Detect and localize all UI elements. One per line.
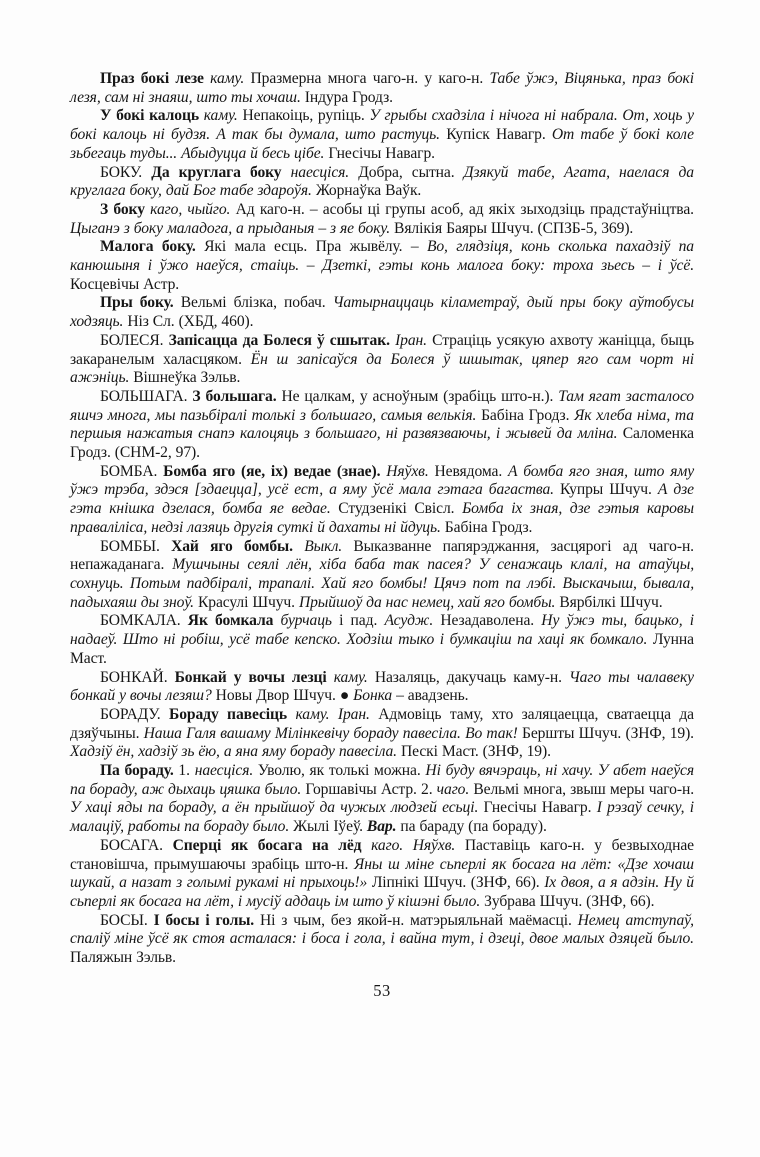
text-segment: Бершты Шчуч. (ЗНФ, 19).	[517, 724, 694, 742]
text-segment: Чатырнаццаць кіламетраў, дый пры боку аўтобусы ходзяць.	[70, 294, 694, 331]
text-segment: А бомба яго зная, што яму ўжэ трэба, здэся [здаецца], усё ест, а яму ўсё мала гэтага багаства.	[70, 462, 695, 499]
text-segment: Цыганэ з боку маладога, а прыданыя – з яе боку.	[70, 219, 391, 237]
text-segment: А дзе гэта кнішка дзелася, бомба яе ведае.	[70, 481, 694, 518]
text-segment: Новы Двор Шчуч. ●	[211, 687, 354, 705]
text-segment: Бомба яго (яе, іх) ведае (знае).	[163, 462, 387, 480]
text-segment: Ён ш запісаўся да Болеся ў шшытак, цяпер яго сам чорт ні ажэніць.	[70, 350, 694, 387]
text-segment: І рэзаў сечку, і малаціў, работы па бораду было.	[70, 799, 694, 836]
text-segment: Вельмі блізка, побач.	[173, 294, 333, 312]
text-segment: наесціся.	[290, 163, 350, 181]
text-segment: Ну ўжэ ты, бацько, і надаеў. Што ні робіш, усё табе кепско. Ходзіш тыко і бумкаціш па хаці як бомкало.	[70, 612, 694, 649]
text-segment: Гнесічы Навагр.	[324, 144, 435, 162]
text-segment: Уволю, як толькі можна.	[253, 762, 426, 780]
text-segment: Добра, сытна.	[349, 163, 464, 181]
text-segment: Бонкай у вочы лезці	[174, 668, 334, 686]
text-segment: Не цалкам, у асноўным (зрабіць што-н.).	[276, 387, 559, 405]
text-segment: Жорнаўка Ваўк.	[311, 182, 422, 200]
paragraph	[70, 538, 694, 613]
paragraph-list	[70, 70, 694, 968]
text-segment: каго. Няўхв.	[371, 836, 456, 854]
paragraph	[70, 294, 694, 331]
text-segment: Як хлеба німа, та першыя нажатыя снапэ калоцяць з большаго, ні развязваючы, і жывей да мліна.	[70, 406, 694, 443]
text-segment: Назаляць, дакучаць каму-н.	[367, 668, 570, 686]
text-segment: Бораду павесіць	[168, 705, 296, 723]
paragraph	[70, 164, 694, 201]
text-segment: Жылі Іўеў.	[289, 818, 367, 836]
paragraph	[70, 669, 694, 706]
text-segment: БОМБЫ.	[100, 537, 172, 555]
text-segment: Як бомкала	[187, 612, 281, 630]
text-segment: З боку	[100, 200, 151, 218]
text-segment: Горшавічы Астр. 2.	[301, 780, 437, 798]
text-segment: Празмерна многа чаго-н. у каго-н.	[244, 70, 490, 87]
text-segment: Няўхв.	[386, 462, 429, 480]
text-segment: –	[299, 257, 323, 275]
text-segment: Вялікія Баяры Шчуч. (СПЗБ-5, 369).	[390, 219, 634, 237]
text-segment: Во, глядзіця, конь сколька пахадзіў па канюшыня і ўжо наеўся, стаіць.	[70, 238, 694, 275]
text-segment: Бабіна Гродз.	[476, 406, 575, 424]
text-segment: Бомба іх зная, дзе гэтыя каровы праваліліса, недзі лазяць другія суткі й дахаты ні йдуць.	[70, 500, 694, 536]
text-segment: Да круглага боку	[151, 163, 291, 181]
text-segment: Страціць усякую ахвоту жаніцца, быць закаранелым халасцяком.	[70, 331, 695, 368]
text-segment: Хай яго бомбы.	[171, 537, 305, 555]
text-segment: Гнесічы Навагр.	[478, 799, 597, 817]
text-segment: Зубрава Шчуч. (ЗНФ, 66).	[480, 892, 655, 910]
text-segment: Ні з чым, без якой-н. матэрыяльнай маёмасці.	[254, 911, 578, 929]
text-segment: Паставіць каго-н. у безвыходнае становішча, прымушаючы зрабіць што-н.	[70, 836, 694, 873]
text-segment: Красулі Шчуч.	[193, 593, 299, 611]
paragraph	[70, 762, 694, 837]
text-segment: Малога боку.	[100, 238, 196, 256]
paragraph	[70, 70, 694, 107]
paragraph	[70, 463, 694, 538]
text-segment: Ніз Сл. (ХБД, 460).	[123, 313, 254, 331]
text-segment: Бабіна Гродз.	[440, 518, 533, 536]
text-segment: Косцевічы Астр.	[70, 275, 180, 293]
text-segment: Саломенка Гродз. (СНМ-2, 97).	[70, 425, 694, 462]
text-segment: Вішнеўка Зэльв.	[129, 369, 241, 387]
text-segment: Студзенікі Свісл.	[330, 500, 463, 518]
text-segment: Вельмі многа, звыш меры чаго-н.	[469, 780, 695, 798]
text-segment: БОКУ.	[100, 163, 152, 181]
text-segment: Лунна Маст.	[70, 631, 694, 667]
text-segment: каго, чыйго.	[150, 200, 231, 218]
text-segment: чаго.	[436, 780, 470, 798]
text-segment: У бокі калоць	[100, 107, 204, 125]
text-segment: Адмовіць таму, хто заляцаецца, сватаецца да дзяўчыны.	[70, 705, 694, 742]
text-segment: Ні буду вячэраць, ні хачу. У абет наеўся па бораду, аж дыхаць цяшка было.	[70, 762, 694, 798]
text-segment: У хаці яды па бораду, а ён прыйшоў да чужых людзей есьці.	[70, 799, 479, 817]
text-segment: БОМКАЛА.	[100, 612, 188, 630]
text-segment: БОСАГА.	[100, 836, 173, 854]
text-segment: БОЛЬШАГА.	[100, 387, 193, 405]
text-segment: І босы і голы.	[153, 911, 255, 929]
text-segment: БОЛЕСЯ.	[100, 331, 169, 349]
text-segment: Асудж.	[384, 612, 434, 630]
text-segment: Дзеткі, гэты конь малога боку: троха зьесь – і ўсё.	[322, 257, 694, 275]
text-segment: 1.	[173, 762, 195, 780]
text-segment: Запісацца да Болеся ў сшытак.	[168, 331, 396, 349]
text-segment: З большага.	[192, 387, 277, 405]
paragraph	[70, 706, 694, 762]
paragraph	[70, 612, 694, 668]
text-segment: Там ягат засталосо яшчэ многа, мы пазьбіралі толькі з большаго, самыя велькія.	[70, 387, 694, 424]
text-segment: каму. Іран.	[295, 705, 370, 723]
text-segment: Праз бокі лезе	[100, 70, 211, 87]
page-number: 53	[373, 980, 391, 1000]
text-segment: Немец атступаў, спаліў міне ўсё як стоя асталася: і боса і гола, і вайна тут, і дзеці, двое малых дзяцей было.	[70, 911, 694, 948]
text-segment: Па бораду.	[100, 762, 174, 780]
text-segment: Іх двоя, а я адзін. Ну й сьперлі як босага на лёт, і мусіў аддаць ім што ў кішэні было.	[70, 874, 694, 910]
text-segment: – авадзень.	[392, 687, 469, 705]
text-segment: Паляжын Зэльв.	[70, 949, 176, 967]
text-segment: БОМБА.	[100, 462, 164, 480]
text-segment: Незадаволена.	[433, 612, 542, 630]
text-segment: Купры Шчуч.	[553, 481, 658, 499]
paragraph	[70, 837, 694, 912]
text-segment: каму.	[333, 668, 368, 686]
text-segment: па бараду (па бораду).	[396, 818, 547, 836]
paragraph	[70, 388, 694, 463]
text-segment: Індура Гродз.	[300, 88, 393, 106]
text-segment: Бонка	[353, 687, 393, 705]
text-segment: Невядома.	[428, 462, 508, 480]
text-segment: Яны ш міне сьперлі як босага на лёт: «Дзе хочаш шукай, а назат з голымі рукамі ні прыхоць!»	[70, 855, 694, 892]
text-segment: Вярбілкі Шчуч.	[555, 593, 663, 611]
paragraph	[70, 201, 694, 238]
paragraph	[70, 332, 694, 388]
text-segment: Табе ўжэ, Віцянька, праз бокі лезя, сам ні знаяш, што ты хочаш.	[70, 70, 694, 106]
text-segment: Ліпнікі Шчуч. (ЗНФ, 66).	[367, 874, 545, 892]
text-segment: БОНКАЙ.	[100, 668, 175, 686]
text-segment: Купіск Навагр.	[439, 126, 552, 144]
page-content	[70, 70, 694, 968]
text-segment: Наша Галя вашаму Мілінкевічу бораду павесіла. Во так!	[143, 724, 518, 742]
text-segment: наесціся.	[194, 762, 254, 780]
text-segment: Непакоіць, рупіць.	[237, 107, 370, 125]
text-segment: бурчаць	[280, 612, 332, 630]
text-segment: Прыйшоў да нас немец, хай яго бомбы.	[298, 593, 556, 611]
text-segment: Хадзіў ён, хадзіў зь ёю, а яна яму бораду павесіла.	[70, 743, 397, 761]
text-segment: От табе ў бокі коле зьбегаць туды... Абыдуцца й бесь цібе.	[70, 126, 695, 162]
text-segment: каму.	[203, 107, 238, 125]
paragraph	[70, 238, 694, 294]
text-segment: Выказванне папярэджання, засцярогі ад чаго-н. непажаданага.	[70, 537, 694, 574]
text-segment: каму.	[210, 70, 245, 87]
paragraph	[70, 912, 694, 968]
text-segment: Выкл.	[304, 537, 343, 555]
paragraph	[70, 107, 694, 163]
text-segment: БОСЫ.	[100, 911, 154, 929]
text-segment: Мушчыны сеялі лён, хіба баба так пасея? У сенажаць клалі, на атаўцы, сохнуць. Потым падбіралі, трапалі. Хай яго бомбы! Цячэ пот па лэбі. Выскачыш, бывала, падыхаяш ды зноў.	[70, 556, 694, 611]
text-segment: У грыбы схадзіла і нічога ні набрала. От, хоць у бокі калоць ні будзя. А так бы думала, што растуць.	[70, 107, 694, 144]
text-segment: Сперці як босага на лёд	[172, 836, 372, 854]
text-segment: Чаго ты чалавеку бонкай у вочы лезяш?	[70, 668, 694, 705]
text-segment: Ад каго-н. – асобы ці групы асоб, ад якіх зыходзіць прадстаўніцтва.	[230, 200, 694, 218]
text-segment: Пескі Маст. (ЗНФ, 19).	[396, 743, 551, 761]
text-segment: Дзякуй табе, Агата, наелася да круглага боку, дай Бог табе здароўя.	[70, 163, 694, 200]
text-segment: Пры боку.	[100, 294, 174, 312]
text-segment: Які мала есць. Пра жывёлу. –	[195, 238, 427, 256]
text-segment: і пад.	[331, 612, 385, 630]
text-segment: БОРАДУ.	[100, 705, 169, 723]
text-segment: Вар.	[366, 818, 397, 836]
text-segment: Іран.	[395, 331, 427, 349]
